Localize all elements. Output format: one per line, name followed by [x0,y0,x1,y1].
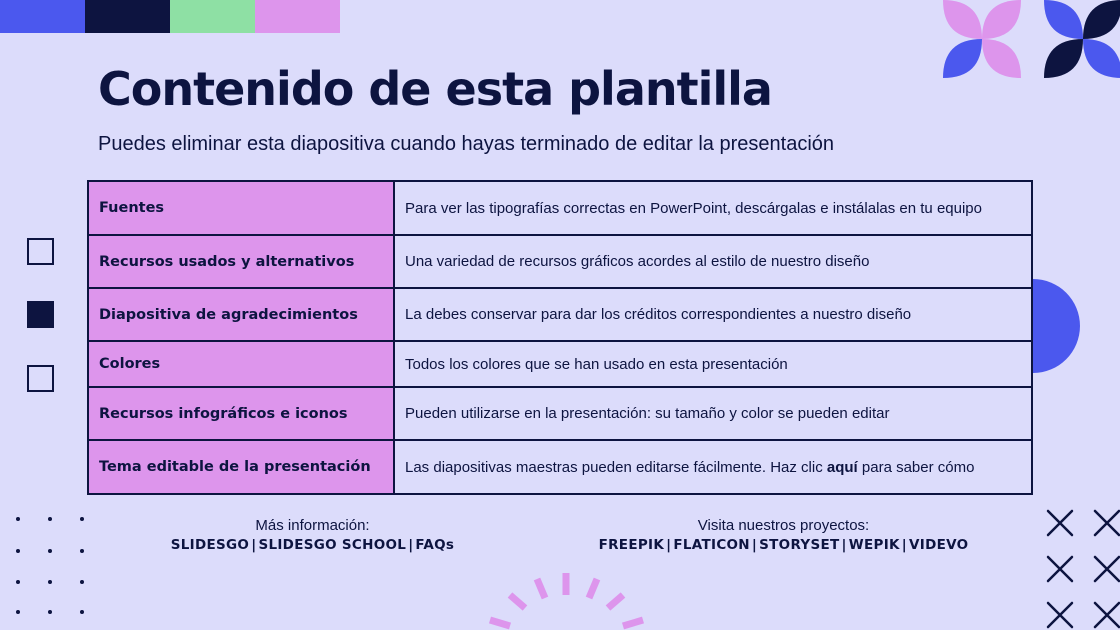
link-separator: | [408,537,414,553]
link-slidesgo[interactable]: SLIDESGO [170,537,250,553]
row-label: Fuentes [88,181,394,235]
table-row [88,341,1032,387]
row-description-text: Las diapositivas maestras pueden editarse fácilmente. Haz clic [405,458,827,476]
link-separator: | [751,537,758,553]
row-description-text-after: para saber cómo [857,458,975,476]
link-storyset[interactable]: STORYSET [759,537,840,553]
top-color-bars [0,0,340,33]
row-description: Pueden utilizarse en la presentación: su tamaño y color se pueden editar [394,387,1032,440]
slide-title: Contenido de esta plantilla [98,62,772,116]
outline-square-decoration [27,238,54,265]
flower-decoration-right [1044,0,1120,78]
color-bar-blue [0,0,85,33]
link-separator: | [901,537,908,553]
footer-more-info-links [140,537,485,553]
link-slidesgo-school[interactable]: SLIDESGO SCHOOL [258,537,407,553]
row-description: La debes conservar para dar los créditos correspondientes a nuestro diseño [394,288,1032,341]
slide-subtitle: Puedes eliminar esta diapositiva cuando hayas terminado de editar la presentación [98,133,835,155]
color-bar-green [170,0,255,33]
footer-more-info-heading: Más información: [255,517,370,534]
content-table [87,180,1033,495]
row-description: Todos los colores que se han usado en esta presentación [394,341,1032,387]
row-description [394,440,1032,494]
link-faqs[interactable]: FAQs [415,537,455,553]
row-label: Tema editable de la presentación [88,440,394,494]
footer-projects [555,517,1012,553]
outline-square-decoration [27,365,54,392]
link-separator: | [251,537,257,553]
link-videvo[interactable]: VIDEVO [909,537,969,553]
footer-more-info [140,517,485,553]
link-freepik[interactable]: FREEPIK [598,537,665,553]
link-separator: | [841,537,847,553]
row-label: Recursos infográficos e iconos [88,387,394,440]
here-link[interactable]: aquí [826,458,858,476]
row-label: Colores [88,341,394,387]
footer-projects-heading: Visita nuestros proyectos: [697,517,870,534]
dot-grid-decoration [10,510,90,620]
table-row [88,235,1032,288]
color-bar-navy [85,0,170,33]
row-label: Recursos usados y alternativos [88,235,394,288]
link-flaticon[interactable]: FLATICON [673,537,750,553]
table-row [88,440,1032,494]
row-description: Una variedad de recursos gráficos acordes al estilo de nuestro diseño [394,235,1032,288]
row-description: Para ver las tipografías correctas en PowerPoint, descárgalas e instálalas en tu equipo [394,181,1032,235]
row-label: Diapositiva de agradecimientos [88,288,394,341]
half-circle-decoration [1033,279,1081,373]
table-row [88,288,1032,341]
footer-projects-links [555,537,1012,553]
sunburst-decoration [470,565,670,630]
filled-square-decoration [27,301,54,328]
flower-decoration-left [943,0,1021,78]
table-row [88,181,1032,235]
table-row [88,387,1032,440]
link-separator: | [666,537,672,553]
cross-grid-decoration [1045,508,1120,630]
link-wepik[interactable]: WEPIK [848,537,900,553]
color-bar-pink [255,0,340,33]
